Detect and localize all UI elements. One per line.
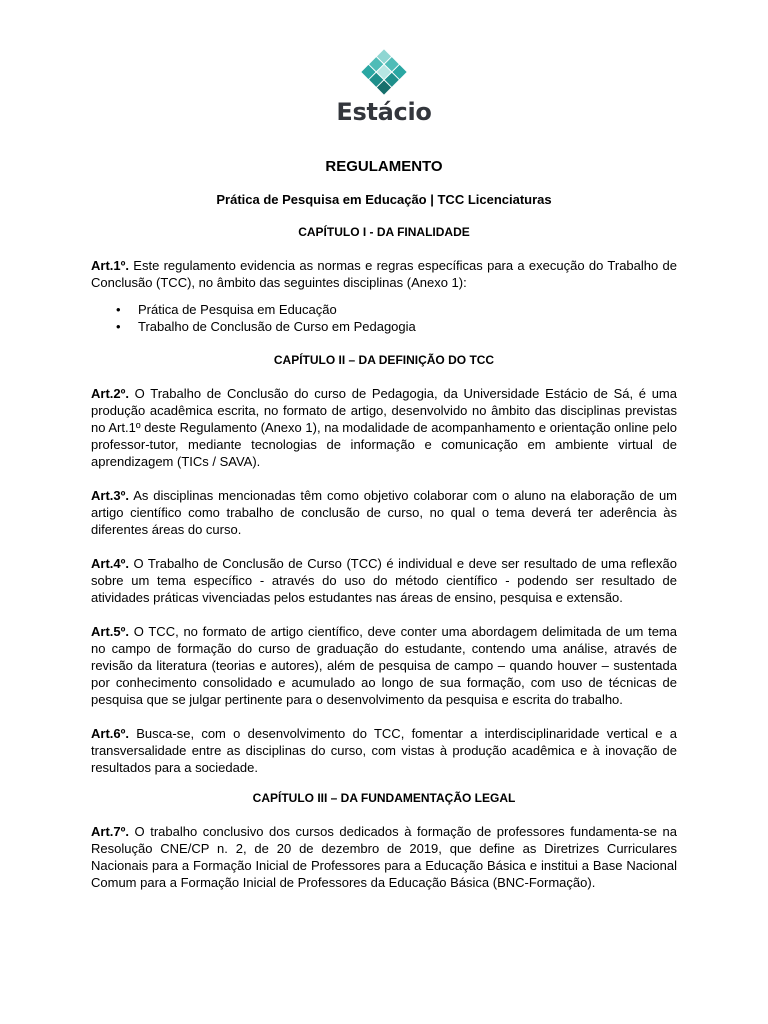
article-label: Art.6º.: [91, 726, 129, 741]
page-title: REGULAMENTO: [325, 158, 443, 175]
article-1: [91, 257, 677, 291]
estacio-logo: [326, 46, 442, 132]
article-6: [91, 725, 677, 776]
article-text: O TCC, no formato de artigo científico, deve conter uma abordagem delimitada de um tema no campo de formação do curso de graduação do estudante, contendo uma análise, através de revisão da literatura (teorias e autores), além de pesquisa de campo – quando houver – sustentada por conhecimento consolidado e acumulado ao longo de sua formação, com uso de técnicas de pesquisa que se julgar pertinente para o desenvolvimento da pesquisa e escrita do trabalho.: [91, 624, 677, 707]
article-text: As disciplinas mencionadas têm como objetivo colaborar com o aluno na elaboração de um artigo científico como trabalho de conclusão de curso, no qual o tema deverá ter aderência às diferentes áreas do curso.: [91, 488, 677, 537]
article-label: Art.2º.: [91, 386, 129, 401]
chapter-heading-2: CAPÍTULO II – DA DEFINIÇÃO DO TCC: [273, 353, 495, 367]
article-label: Art.5º.: [91, 624, 129, 639]
discipline-list: [91, 301, 677, 335]
article-text: O Trabalho de Conclusão do curso de Pedagogia, da Universidade Estácio de Sá, é uma produção acadêmica escrita, no formato de artigo, desenvolvido no âmbito das disciplinas previstas no Art.1º deste Regulamento (Anexo 1), na modalidade de acompanhamento e orientação online pelo professor-tutor, mediante tecnologias de informação e comunicação em ambiente virtual de aprendizagem (TICs / SAVA).: [91, 386, 677, 469]
article-text: Este regulamento evidencia as normas e regras específicas para a execução do Trabalho de Conclusão (TCC), no âmbito das seguintes disciplinas (Anexo 1):: [91, 258, 677, 290]
bullet-icon: •: [116, 302, 121, 317]
chapter-heading-3: CAPÍTULO III – DA FUNDAMENTAÇÃO LEGAL: [252, 791, 516, 805]
list-item: • Prática de Pesquisa em Educação: [116, 302, 337, 317]
article-7: [91, 823, 677, 891]
article-label: Art.3º.: [91, 488, 129, 503]
article-label: Art.4º.: [91, 556, 129, 571]
article-label: Art.7º.: [91, 824, 129, 839]
article-label: Art.1º.: [91, 258, 129, 273]
article-text: Busca-se, com o desenvolvimento do TCC, fomentar a interdisciplinaridade vertical e a transversalidade entre as disciplinas do curso, com vistas à produção acadêmica e à inovação de resultados para a sociedade.: [91, 726, 677, 775]
estacio-logo-icon: [326, 46, 442, 98]
article-4: [91, 555, 677, 606]
list-item: • Trabalho de Conclusão de Curso em Pedagogia: [116, 319, 416, 334]
article-text: O Trabalho de Conclusão de Curso (TCC) é individual e deve ser resultado de uma reflexão sobre um tema específico - através do uso do método científico - podendo ser resultado de atividades práticas vivenciadas pelos estudantes nas áreas de ensino, pesquisa e extensão.: [91, 556, 677, 605]
logo-wordmark: Estácio: [336, 98, 432, 126]
article-3: [91, 487, 677, 538]
article-5: [91, 623, 677, 708]
article-2: [91, 385, 677, 470]
bullet-icon: •: [116, 319, 121, 334]
chapter-heading-1: CAPÍTULO I - DA FINALIDADE: [298, 225, 470, 239]
document-body: [91, 158, 677, 908]
article-text: O trabalho conclusivo dos cursos dedicados à formação de professores fundamenta-se na Resolução CNE/CP n. 2, de 20 de dezembro de 2019, que define as Diretrizes Curriculares Nacionais para a Formação Inicial de Professores para a Educação Básica e institui a Base Nacional Comum para a Formação Inicial de Professores da Educação Básica (BNC-Formação).: [91, 824, 677, 890]
page-subtitle: Prática de Pesquisa em Educação | TCC Licenciaturas: [216, 192, 552, 207]
